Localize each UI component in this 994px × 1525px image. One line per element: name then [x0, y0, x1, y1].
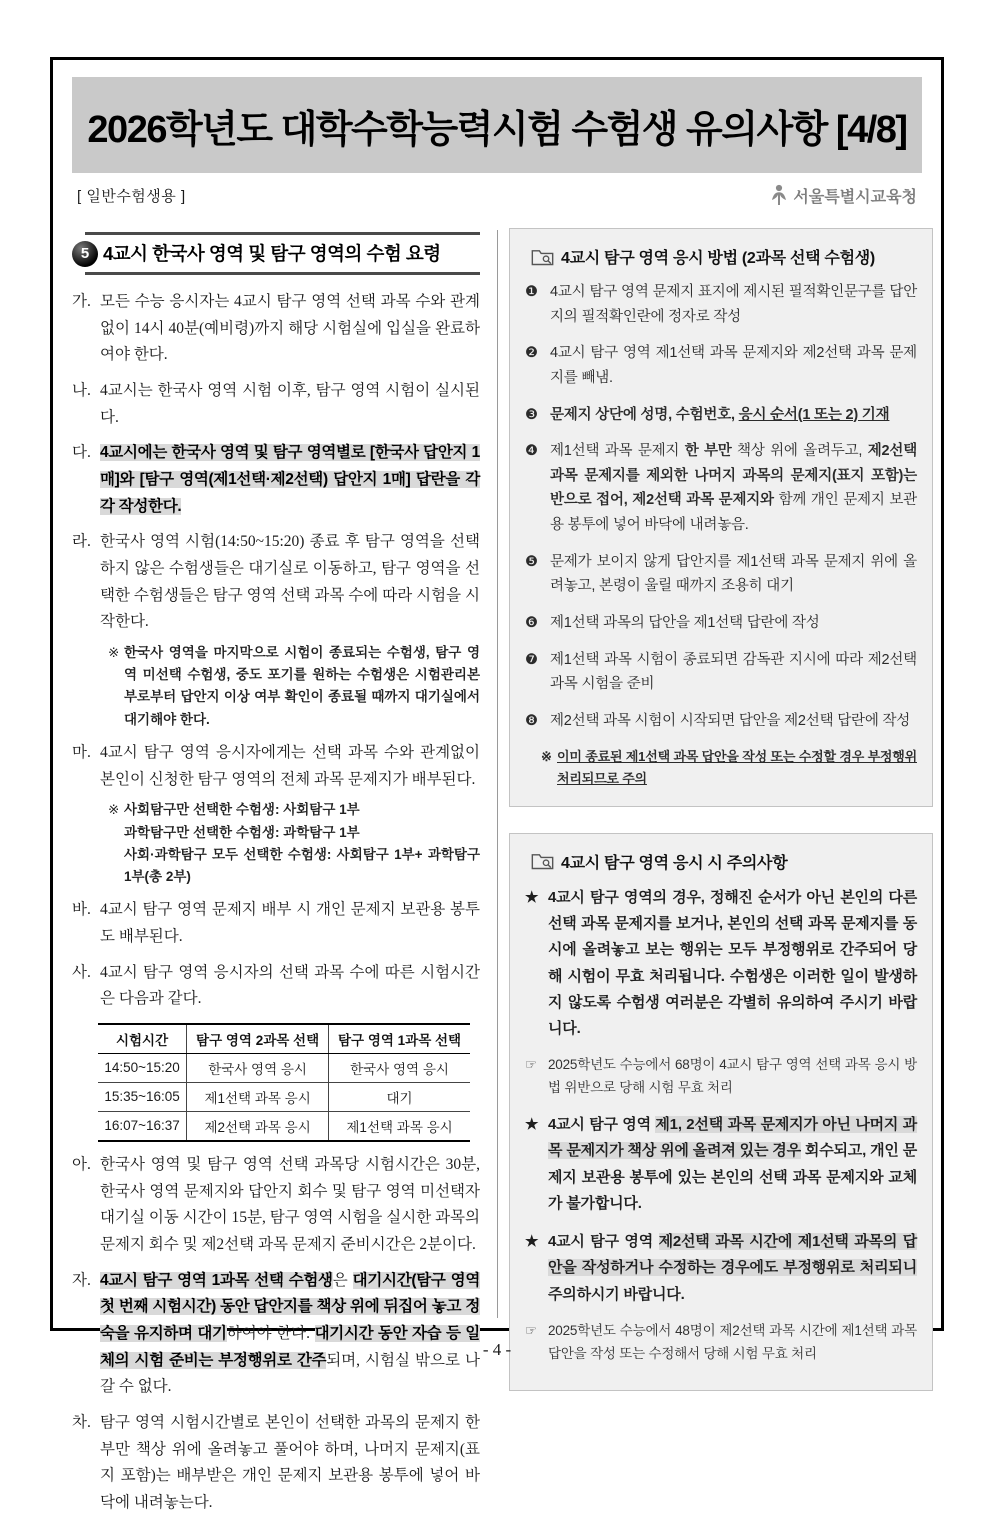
table-header-cell: 시험시간	[98, 1024, 187, 1054]
list-item: ❺ 문제가 보이지 않게 답안지를 제1선택 과목 문제지 위에 올려놓고, 본령이 울릴 때까지 조용히 대기	[525, 550, 917, 599]
list-item: 다. 4교시에는 한국사 영역 및 탐구 영역별로 [한국사 답안지 1매]와 [탐구 영역(제1선택·제2선택) 답안지 1매] 답란을 각각 작성한다.	[72, 440, 480, 520]
exam-schedule-table	[98, 1023, 470, 1142]
item-marker: ❸	[525, 406, 538, 423]
title-banner	[72, 77, 922, 173]
box-exam-method	[509, 228, 933, 807]
item-marker: 가.	[72, 293, 91, 310]
box-items	[525, 280, 917, 790]
meta-row	[77, 182, 917, 208]
list-item: ☞ 2025학년도 수능에서 48명이 제2선택 과목 시간에 제1선택 과목 답안을 작성 또는 수정해서 당해 시험 무효 처리	[525, 1320, 917, 1366]
footer-page-number: - 4 -	[482, 1340, 512, 1359]
list-item: ★ 4교시 탐구 영역의 경우, 정해진 순서가 아닌 본인의 다른 선택 과목 문제지를 보거나, 본인의 선택 과목 문제지를 동시에 올려놓고 보는 행위는 모두 부정행위로 간주되어 당해 시험이 무효 처리됩니다. 수험생은 이러한 일이 발생하지 않도록 수험생 여러분은 각별히 유의하여 주시기 바랍니다.	[525, 885, 917, 1043]
table-row	[98, 1082, 470, 1111]
item-marker: 바.	[72, 901, 91, 919]
item-marker: 자.	[72, 1271, 91, 1289]
item-marker: 나.	[72, 381, 91, 399]
table-cell: 제1선택 과목 응시	[187, 1082, 329, 1111]
box-items	[525, 885, 917, 1366]
right-column	[509, 228, 933, 1417]
table-cell: 한국사 영역 응시	[187, 1053, 329, 1082]
section-title: 4교시 한국사 영역 및 탐구 영역의 수험 요령	[103, 243, 441, 264]
item-marker: ❹	[525, 443, 538, 460]
left-items	[72, 289, 480, 1516]
page-frame	[50, 57, 944, 1511]
item-note: ※ 사회탐구만 선택한 수험생: 사회탐구 1부 과학탐구만 선택한 수험생: 과학탐구 1부 사회·과학탐구 모두 선택한 수험생: 사회탐구 1부+ 과학탐구 1부(총 2부)	[108, 802, 480, 885]
item-marker: ★	[525, 888, 539, 906]
list-item: ❼ 제1선택 과목 시험이 종료되면 감독관 지시에 따라 제2선택 과목 시험을 준비	[525, 648, 917, 697]
table-cell: 한국사 영역 응시	[329, 1053, 470, 1082]
list-item: 아. 한국사 영역 및 탐구 영역 선택 과목당 시험시간은 30분, 한국사 영역 문제지와 답안지 회수 및 탐구 영역 미선택자 대기실 이동 시간이 15분, 탐구 영역 시험을 실시한 과목의 문제지 회수 및 제2선택 과목 문제지 준비시간은 2분이다.	[72, 1152, 480, 1259]
list-item: ❷ 4교시 탐구 영역 제1선택 과목 문제지와 제2선택 과목 문제지를 빼냄.	[525, 341, 917, 390]
table-cell: 대기	[329, 1082, 470, 1111]
table-cell: 제2선택 과목 응시	[187, 1111, 329, 1141]
org	[769, 184, 917, 207]
item-marker: ❻	[525, 615, 538, 632]
list-item: 라. 한국사 영역 시험(14:50~15:20) 종료 후 탐구 영역을 선택하지 않은 수험생들은 대기실로 이동하고, 탐구 영역을 선택한 수험생들은 탐구 영역 선택 과목 수에 따라 시험을 시작한다. ※ 한국사 영역을 마지막으로 시험이 종료되는 수험생, 탐구 영역 미선택 수험생, 중도 포기를 원하는 수험생은 시험관리본부로부터 답안지 이상 여부 확인이 종료될 때까지 대기실에서 대기해야 한다.	[72, 529, 480, 731]
item-marker: ❼	[525, 651, 538, 668]
table-header-cell: 탐구 영역 1과목 선택	[329, 1024, 470, 1054]
folder-search-icon	[531, 248, 554, 266]
list-item: 사. 4교시 탐구 영역 응시자의 선택 과목 수에 따른 시험시간은 다음과 같다.	[72, 960, 480, 1013]
table-cell: 14:50~15:20	[98, 1053, 187, 1082]
item-marker: 사.	[72, 963, 91, 981]
item-marker: ❶	[525, 284, 538, 300]
audience-label: [ 일반수험생용 ]	[77, 187, 186, 205]
left-column	[72, 232, 480, 1525]
item-marker: 마.	[72, 743, 91, 761]
item-marker: ❽	[525, 712, 538, 729]
list-item: 자. 4교시 탐구 영역 1과목 선택 수험생은 대기시간(탐구 영역 첫 번째 시험시간) 동안 답안지를 책상 위에 뒤집어 놓고 정숙을 유지하며 대기하여야 한다. 대기시간 동안 자습 등 일체의 시험 준비는 부정행위로 간주되며, 시험실 밖으로 나갈 수 없다.	[72, 1268, 480, 1401]
item-marker: 라.	[72, 533, 91, 551]
box-title	[531, 245, 917, 268]
column-divider	[497, 230, 498, 1318]
list-item: ★ 4교시 탐구 영역 제1, 2선택 과목 문제지가 아닌 나머지 과목 문제지가 책상 위에 올려져 있는 경우 회수되고, 개인 문제지 보관용 봉투에 있는 본인의 선택 과목 문제지와 교체가 불가합니다.	[525, 1112, 917, 1217]
list-item: ❻ 제1선택 과목의 답안을 제1선택 답란에 작성	[525, 611, 917, 636]
section-number-badge: 5	[72, 241, 98, 267]
item-marker: ★	[525, 1116, 539, 1134]
list-item: ❸ 문제지 상단에 성명, 수험번호, 응시 순서(1 또는 2) 기재	[525, 403, 917, 428]
list-item: ★ 4교시 탐구 영역 제2선택 과목 시간에 제1선택 과목의 답안을 작성하거나 수정하는 경우에도 부정행위로 처리되니 주의하시기 바랍니다.	[525, 1229, 917, 1308]
table-header-cell: 탐구 영역 2과목 선택	[187, 1024, 329, 1054]
list-item: ❽ 제2선택 과목 시험이 시작되면 답안을 제2선택 답란에 작성	[525, 709, 917, 734]
table-cell: 15:35~16:05	[98, 1082, 187, 1111]
table-cell: 16:07~16:37	[104, 1118, 180, 1134]
item-marker: ☞	[525, 1322, 537, 1338]
section-header	[80, 232, 480, 275]
item-marker: ★	[525, 1233, 539, 1251]
list-item: 가. 모든 수능 응시자는 4교시 탐구 영역 선택 과목 수와 관계없이 14시 40분(예비령)까지 해당 시험실에 입실을 완료하여야 한다.	[72, 289, 480, 369]
page-title: 2026학년도 대학수학능력시험 수험생 유의사항 [4/8]	[87, 108, 907, 151]
item-marker: 다.	[72, 444, 91, 462]
list-item: 바. 4교시 탐구 영역 문제지 배부 시 개인 문제지 보관용 봉투도 배부된다.	[72, 897, 480, 950]
list-item: 마. 4교시 탐구 영역 응시자에게는 선택 과목 수와 관계없이 본인이 신청한 탐구 영역의 전체 과목 문제지가 배부된다. ※ 사회탐구만 선택한 수험생: 사회탐구 1부 과학탐구만 선택한 수험생: 과학탐구 1부 사회·과학탐구 모두 선택한 수험생: 사회탐구 1부+ 과학탐구 1부(총 2부)	[72, 740, 480, 888]
item-marker: ❷	[525, 345, 538, 362]
item-marker: ※	[541, 748, 552, 764]
org-name: 서울특별시교육청	[793, 188, 917, 206]
table-row	[98, 1111, 470, 1141]
list-item: ❹ 제1선택 과목 문제지 한 부만 책상 위에 올려두고, 제2선택 과목 문제지를 제외한 나머지 과목의 문제지(표지 포함)는 반으로 접어, 제2선택 과목 문제지와 함께 개인 문제지 보관용 봉투에 넣어 바닥에 내려놓음.	[525, 439, 917, 538]
org-logo-icon	[769, 184, 789, 206]
item-marker: 아.	[72, 1155, 91, 1173]
item-marker: ❺	[525, 553, 538, 570]
box-title-text: 4교시 탐구 영역 응시 시 주의사항	[561, 854, 788, 872]
folder-search-icon	[531, 852, 554, 870]
list-item: ☞ 2025학년도 수능에서 68명이 4교시 탐구 영역 선택 과목 응시 방법 위반으로 당해 시험 무효 처리	[525, 1054, 917, 1100]
item-marker: 차.	[72, 1413, 91, 1431]
box-title-text: 4교시 탐구 영역 응시 방법 (2과목 선택 수험생)	[561, 250, 875, 267]
list-item: 차. 탐구 영역 시험시간별로 본인이 선택한 과목의 문제지 한 부만 책상 위에 올려놓고 풀어야 하며, 나머지 문제지(표지 포함)는 배부받은 개인 문제지 보관용 봉투에 넣어 바닥에 내려놓는다.	[72, 1410, 480, 1517]
list-item: 나. 4교시는 한국사 영역 시험 이후, 탐구 영역 시험이 실시된다.	[72, 378, 480, 431]
box-title	[531, 850, 917, 873]
box-cautions	[509, 833, 933, 1391]
item-marker: ☞	[525, 1057, 537, 1073]
item-note: ※ 한국사 영역을 마지막으로 시험이 종료되는 수험생, 탐구 영역 미선택 수험생, 중도 포기를 원하는 수험생은 시험관리본부로부터 답안지 이상 여부 확인이 종료될 때까지 대기실에서 대기해야 한다.	[108, 644, 480, 727]
list-item: ※ 이미 종료된 제1선택 과목 답안을 작성 또는 수정할 경우 부정행위 처리되므로 주의	[525, 746, 917, 790]
list-item: ❶ 4교시 탐구 영역 문제지 표지에 제시된 필적확인문구를 답안지의 필적확인란에 정자로 작성	[525, 280, 917, 329]
table-cell: 제1선택 과목 응시	[329, 1111, 470, 1141]
table-row	[98, 1053, 470, 1082]
